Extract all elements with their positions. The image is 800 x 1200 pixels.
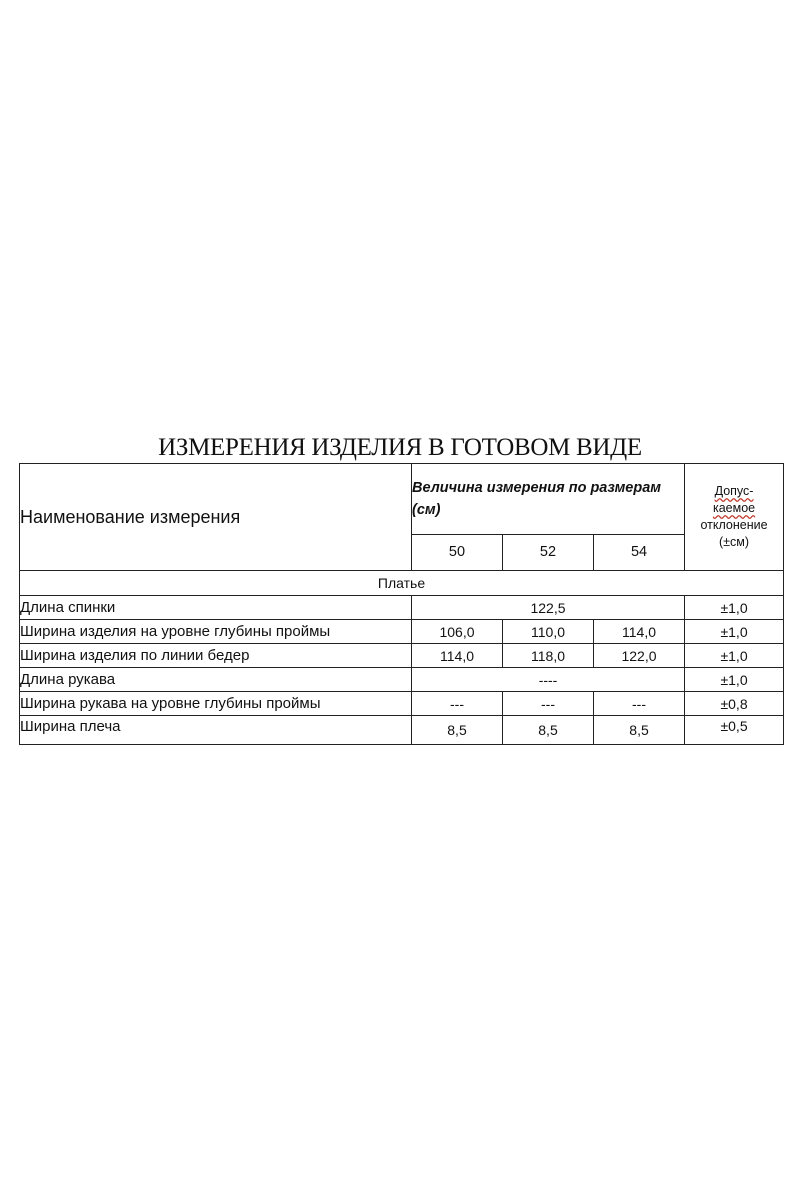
- size-52: 52: [503, 534, 594, 570]
- row-value-52: ---: [503, 692, 594, 716]
- document-title: ИЗМЕРЕНИЯ ИЗДЕЛИЯ В ГОТОВОМ ВИДЕ: [158, 434, 642, 461]
- table-row: [20, 596, 784, 620]
- row-tolerance: ±1,0: [685, 668, 784, 692]
- row-value-52: 8,5: [503, 716, 594, 745]
- tolerance-label-3: отклонение: [700, 518, 768, 532]
- size-54: 54: [594, 534, 685, 570]
- row-value-50: 8,5: [412, 716, 503, 745]
- tolerance-label-2: каемое: [712, 501, 756, 515]
- header-size-group: Величина измерения по размерам (см): [412, 464, 685, 535]
- table-row: [20, 716, 784, 745]
- row-tolerance: ±1,0: [685, 620, 784, 644]
- row-value-merged: ----: [412, 668, 685, 692]
- row-value-50: 106,0: [412, 620, 503, 644]
- tolerance-label-4: (±см): [719, 535, 750, 549]
- table-header-row: [20, 464, 784, 535]
- row-tolerance: ±0,8: [685, 692, 784, 716]
- tolerance-label-1: Допус-: [714, 484, 754, 498]
- row-value-merged: 122,5: [412, 596, 685, 620]
- row-name: Ширина рукава на уровне глубины проймы: [20, 692, 412, 716]
- row-value-50: 114,0: [412, 644, 503, 668]
- row-tolerance: ±0,5: [685, 716, 784, 745]
- measurements-table: [19, 463, 784, 745]
- row-tolerance: ±1,0: [685, 596, 784, 620]
- table-row: [20, 668, 784, 692]
- row-value-52: 110,0: [503, 620, 594, 644]
- header-measurement-name: Наименование измерения: [20, 464, 412, 571]
- table-row: [20, 644, 784, 668]
- row-value-50: ---: [412, 692, 503, 716]
- row-value-54: 8,5: [594, 716, 685, 745]
- row-name: Длина спинки: [20, 596, 412, 620]
- row-name: Ширина изделия на уровне глубины проймы: [20, 620, 412, 644]
- row-tolerance: ±1,0: [685, 644, 784, 668]
- row-value-52: 118,0: [503, 644, 594, 668]
- row-name: Длина рукава: [20, 668, 412, 692]
- table-row: [20, 620, 784, 644]
- size-50: 50: [412, 534, 503, 570]
- row-name: Ширина плеча: [20, 716, 412, 745]
- section-title: Платье: [20, 571, 784, 596]
- row-value-54: 122,0: [594, 644, 685, 668]
- row-name: Ширина изделия по линии бедер: [20, 644, 412, 668]
- section-row: [20, 571, 784, 596]
- header-tolerance: [685, 464, 784, 571]
- row-value-54: 114,0: [594, 620, 685, 644]
- row-value-54: ---: [594, 692, 685, 716]
- table-row: [20, 692, 784, 716]
